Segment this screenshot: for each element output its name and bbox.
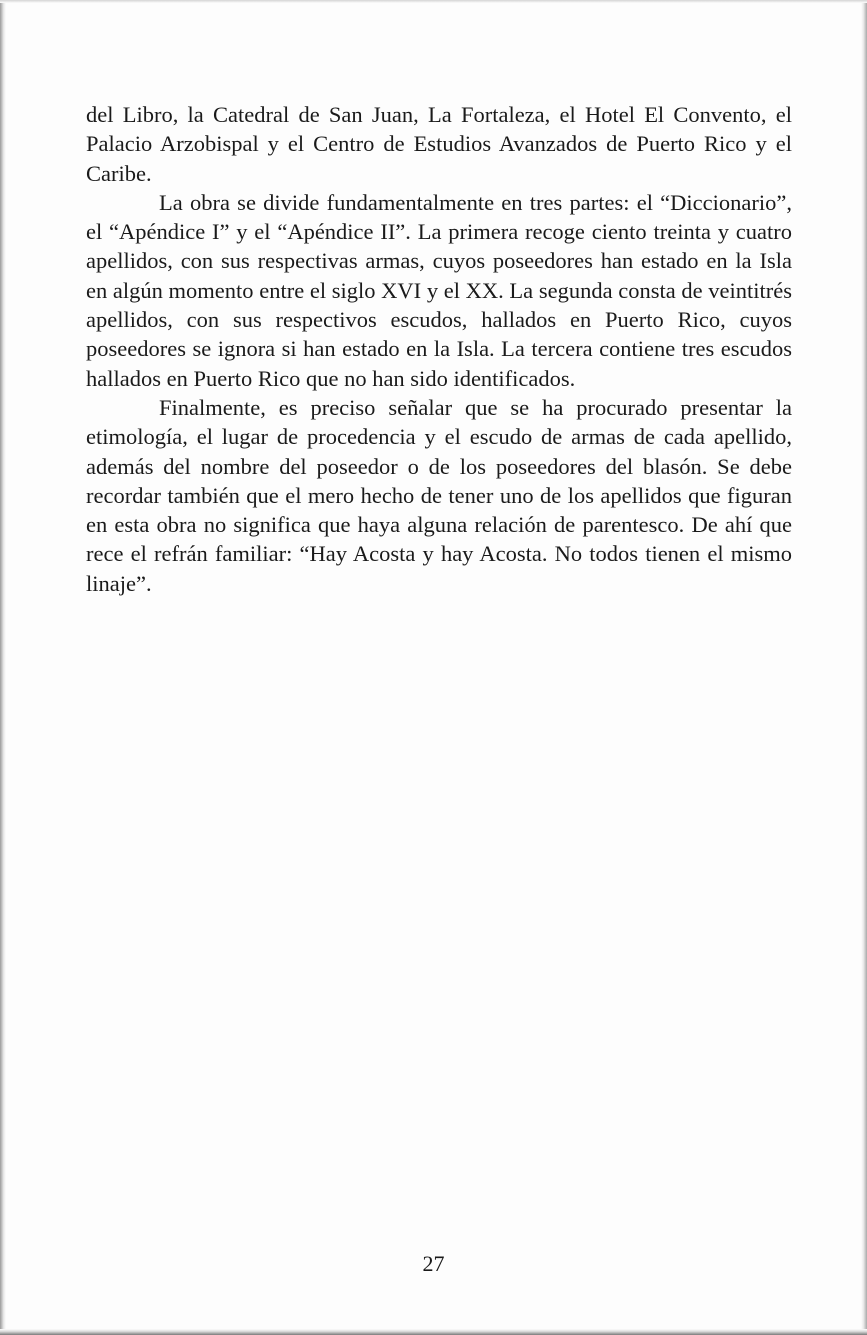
paragraph-continuation: del Libro, la Catedral de San Juan, La Fortaleza, el Hotel El Convento, el Palacio Arzobispal y el Centro de Estudios Avanzados de Puerto Rico y el Caribe.: [86, 102, 792, 186]
page-edge-left: [0, 0, 6, 1335]
page-edge-top: [0, 0, 867, 3]
page-edge-right: [861, 0, 867, 1335]
paragraph-structure: La obra se divide fundamentalmente en tres partes: el “Diccionario”, el “Apéndice I” y el “Apéndice II”. La primera recoge ciento treinta y cuatro apellidos, con sus respectivas armas, cuyos poseedores han estado en la Isla en algún momento entre el siglo XVI y el XX. La segunda consta de veintitrés apellidos, con sus respectivos escudos, hallados en Puerto Rico, cuyos poseedores se ignora si han estado en la Isla. La tercera contiene tres escudos hallados en Puerto Rico que no han sido identificados.: [86, 189, 792, 391]
paragraph-conclusion: Finalmente, es preciso señalar que se ha procurado presentar la etimología, el lugar de procedencia y el escudo de armas de cada apellido, además del nombre del poseedor o de los poseedores del blasón. Se debe recordar también que el mero hecho de tener uno de los apellidos que figuran en esta obra no significa que haya alguna relación de parentesco. De ahí que rece el refrán familiar: “Hay Acosta y hay Acosta. No todos tienen el mismo linaje”.: [86, 394, 792, 596]
page-number: 27: [422, 1251, 445, 1276]
page-edge-bottom: [0, 1329, 867, 1335]
body-text: [86, 100, 792, 598]
